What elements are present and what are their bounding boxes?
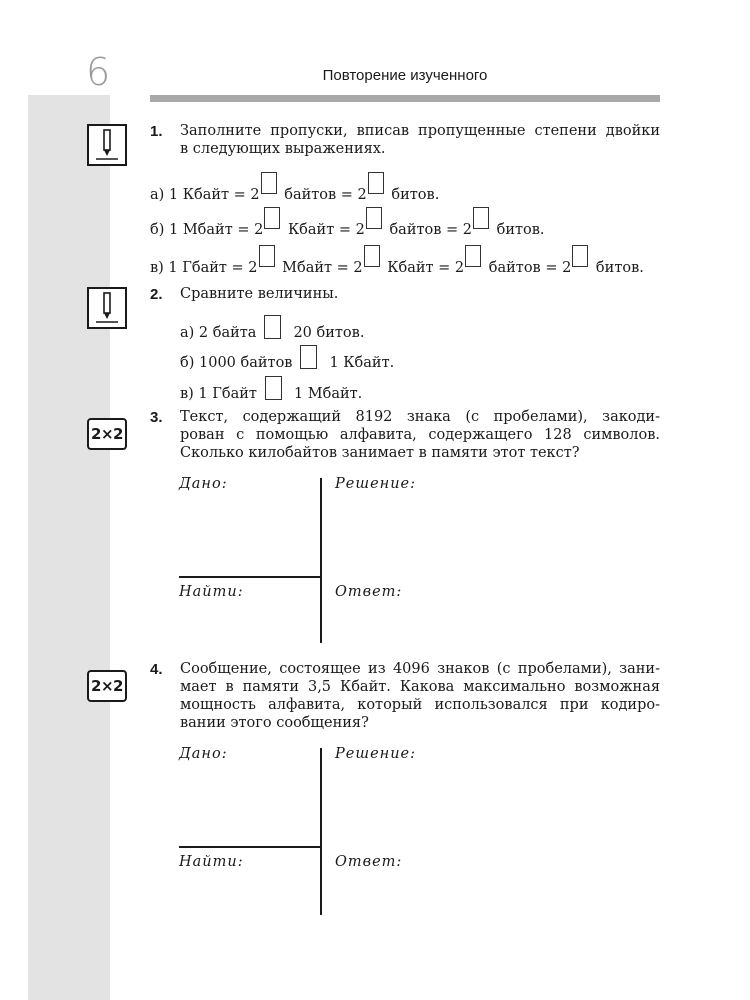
task-2-row-a: а) 2 байта 20 битов. (180, 315, 364, 343)
task-1-row-b: б) 1 Мбайт = 2 Кбайт = 2 байтов = 2 битов. (150, 207, 545, 240)
solution-label: Решение: (335, 476, 417, 492)
pencil-icon (87, 124, 127, 166)
task-3-number: 3. (150, 409, 163, 426)
answer-box[interactable] (572, 245, 588, 267)
task-4-number: 4. (150, 661, 163, 678)
given-label: Дано: (179, 746, 228, 762)
answer-box[interactable] (473, 207, 489, 229)
page-number: 6 (86, 50, 111, 94)
answer-box[interactable] (261, 172, 277, 194)
form-divider-horizontal (179, 846, 321, 848)
task-2-text: Сравните величины. (180, 286, 339, 302)
form-divider-vertical (320, 748, 322, 915)
running-title: Повторение изученного (322, 67, 488, 84)
task-2-number: 2. (150, 286, 163, 303)
answer-box[interactable] (259, 245, 275, 267)
header-rule (150, 95, 660, 102)
answer-label: Ответ: (335, 584, 403, 600)
task-1-row-a: а) 1 Кбайт = 2 байтов = 2 битов. (150, 172, 439, 205)
task-1-line-1: Заполните пропуски, вписав пропущенные степени двойки (180, 123, 660, 139)
given-label: Дано: (179, 476, 228, 492)
task-2-row-b: б) 1000 байтов 1 Кбайт. (180, 345, 394, 373)
answer-box[interactable] (364, 245, 380, 267)
compare-box[interactable] (265, 376, 282, 400)
task-1-text (180, 122, 660, 158)
find-label: Найти: (179, 854, 244, 870)
pencil-icon (87, 287, 127, 329)
answer-box[interactable] (368, 172, 384, 194)
task-1-row-c: в) 1 Гбайт = 2 Мбайт = 2 Кбайт = 2 байтов = 2 битов. (150, 245, 644, 278)
task-1-line-2: в следующих выражениях. (180, 141, 386, 157)
compare-box[interactable] (300, 345, 317, 369)
find-label: Найти: (179, 584, 244, 600)
answer-box[interactable] (465, 245, 481, 267)
solution-label: Решение: (335, 746, 417, 762)
task-4-text: Сообщение, состоящее из 4096 знаков (с пробелами), зани- мает в памяти 3,5 Кбайт. Какова максимально возможная мощность алфавита, который использовался при кодиро- вании этого сообщения? (180, 661, 660, 731)
form-divider-vertical (320, 478, 322, 643)
calculation-icon: 2×2 (87, 418, 127, 450)
compare-box[interactable] (264, 315, 281, 339)
answer-box[interactable] (264, 207, 280, 229)
form-divider-horizontal (179, 576, 321, 578)
answer-box[interactable] (366, 207, 382, 229)
answer-label: Ответ: (335, 854, 403, 870)
task-3-text: Текст, содержащий 8192 знака (с пробелами), закоди- рован с помощью алфавита, содержащего 128 символов. Сколько килобайтов занимает в памяти этот текст? (180, 409, 660, 461)
calculation-icon: 2×2 (87, 670, 127, 702)
task-1-number: 1. (150, 123, 163, 140)
task-2-row-c: в) 1 Гбайт 1 Мбайт. (180, 376, 362, 404)
margin-strip (28, 95, 110, 1000)
